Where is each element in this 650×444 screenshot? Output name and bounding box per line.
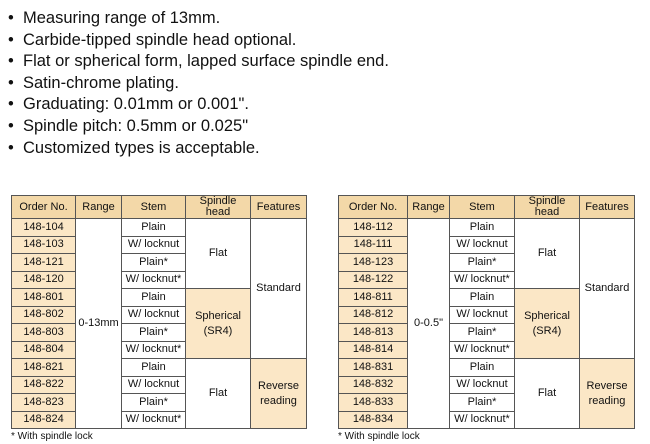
feature-item: • Customized types is acceptable.	[8, 138, 389, 160]
bullet-icon: •	[8, 9, 14, 27]
feature-item: • Measuring range of 13mm.	[8, 8, 389, 30]
stem: Plain*	[450, 254, 515, 272]
order-no: 148-814	[339, 341, 408, 359]
order-no: 148-120	[12, 271, 76, 289]
spec-table-metric-wrap	[11, 195, 307, 442]
stem: W/ locknut	[450, 306, 515, 324]
stem: Plain	[122, 359, 186, 377]
feature-item: • Spindle pitch: 0.5mm or 0.025"	[8, 116, 389, 138]
stem: W/ locknut*	[450, 341, 515, 359]
feature-list	[8, 8, 389, 159]
bullet-icon: •	[8, 138, 14, 157]
header-order-no: Order No.	[339, 196, 408, 219]
header-spindle-head: Spindle head	[515, 196, 580, 219]
order-no: 148-121	[12, 254, 76, 272]
stem: W/ locknut	[122, 376, 186, 394]
order-no: 148-812	[339, 306, 408, 324]
stem: W/ locknut	[122, 306, 186, 324]
table-header-row	[12, 196, 307, 219]
stem: W/ locknut*	[122, 271, 186, 289]
stem: Plain*	[122, 324, 186, 342]
range-cell: 0-13mm	[76, 219, 122, 429]
stem: W/ locknut*	[122, 341, 186, 359]
stem: Plain	[450, 219, 515, 237]
footnote: * With spindle lock	[11, 431, 93, 442]
header-range: Range	[76, 196, 122, 219]
stem: W/ locknut	[122, 236, 186, 254]
spindle-head-spherical: Spherical (SR4)	[515, 289, 580, 359]
table-row	[12, 219, 307, 237]
order-no: 148-811	[339, 289, 408, 307]
order-no: 148-122	[339, 271, 408, 289]
bullet-icon: •	[8, 73, 14, 92]
order-no: 148-832	[339, 376, 408, 394]
bullet-icon: •	[8, 30, 14, 49]
bullet-icon: •	[8, 116, 14, 135]
order-no: 148-111	[339, 236, 408, 254]
spindle-head-flat: Flat	[515, 359, 580, 429]
stem: Plain	[450, 289, 515, 307]
order-no: 148-813	[339, 324, 408, 342]
order-no: 148-802	[12, 306, 76, 324]
spec-table-metric	[11, 195, 307, 429]
bullet-icon: •	[8, 52, 14, 71]
stem: Plain*	[450, 394, 515, 412]
spec-table-inch	[338, 195, 635, 429]
header-stem: Stem	[450, 196, 515, 219]
range-cell: 0-0.5"	[408, 219, 450, 429]
order-no: 148-123	[339, 254, 408, 272]
feature-item: • Flat or spherical form, lapped surface spindle end.	[8, 51, 389, 73]
stem: Plain	[122, 219, 186, 237]
spindle-head-flat: Flat	[186, 219, 251, 289]
stem: Plain*	[450, 324, 515, 342]
feature-item: • Satin-chrome plating.	[8, 73, 389, 95]
table-header-row	[339, 196, 635, 219]
order-no: 148-822	[12, 376, 76, 394]
bullet-icon: •	[8, 95, 14, 114]
feature-reverse-reading: Reverse reading	[251, 359, 307, 429]
order-no: 148-801	[12, 289, 76, 307]
stem: W/ locknut	[450, 236, 515, 254]
feature-item: • Carbide-tipped spindle head optional.	[8, 30, 389, 52]
spindle-head-flat: Flat	[515, 219, 580, 289]
stem: W/ locknut*	[122, 411, 186, 429]
order-no: 148-104	[12, 219, 76, 237]
order-no: 148-821	[12, 359, 76, 377]
order-no: 148-804	[12, 341, 76, 359]
table-row	[12, 359, 307, 377]
order-no: 148-823	[12, 394, 76, 412]
footnote: * With spindle lock	[338, 431, 420, 442]
order-no: 148-824	[12, 411, 76, 429]
feature-standard: Standard	[580, 219, 635, 359]
header-spindle-head: Spindle head	[186, 196, 251, 219]
header-range: Range	[408, 196, 450, 219]
spindle-head-spherical: Spherical (SR4)	[186, 289, 251, 359]
stem: Plain*	[122, 254, 186, 272]
header-features: Features	[251, 196, 307, 219]
header-features: Features	[580, 196, 635, 219]
stem: W/ locknut	[450, 376, 515, 394]
stem: Plain*	[122, 394, 186, 412]
feature-standard: Standard	[251, 219, 307, 359]
stem: W/ locknut*	[450, 271, 515, 289]
header-order-no: Order No.	[12, 196, 76, 219]
spec-table-inch-wrap	[338, 195, 635, 442]
stem: W/ locknut*	[450, 411, 515, 429]
order-no: 148-834	[339, 411, 408, 429]
stem: Plain	[450, 359, 515, 377]
order-no: 148-831	[339, 359, 408, 377]
order-no: 148-803	[12, 324, 76, 342]
feature-item: • Graduating: 0.01mm or 0.001".	[8, 94, 389, 116]
spindle-head-flat: Flat	[186, 359, 251, 429]
order-no: 148-103	[12, 236, 76, 254]
header-stem: Stem	[122, 196, 186, 219]
table-row	[339, 219, 635, 237]
stem: Plain	[122, 289, 186, 307]
table-row	[339, 359, 635, 377]
order-no: 148-112	[339, 219, 408, 237]
order-no: 148-833	[339, 394, 408, 412]
feature-reverse-reading: Reverse reading	[580, 359, 635, 429]
